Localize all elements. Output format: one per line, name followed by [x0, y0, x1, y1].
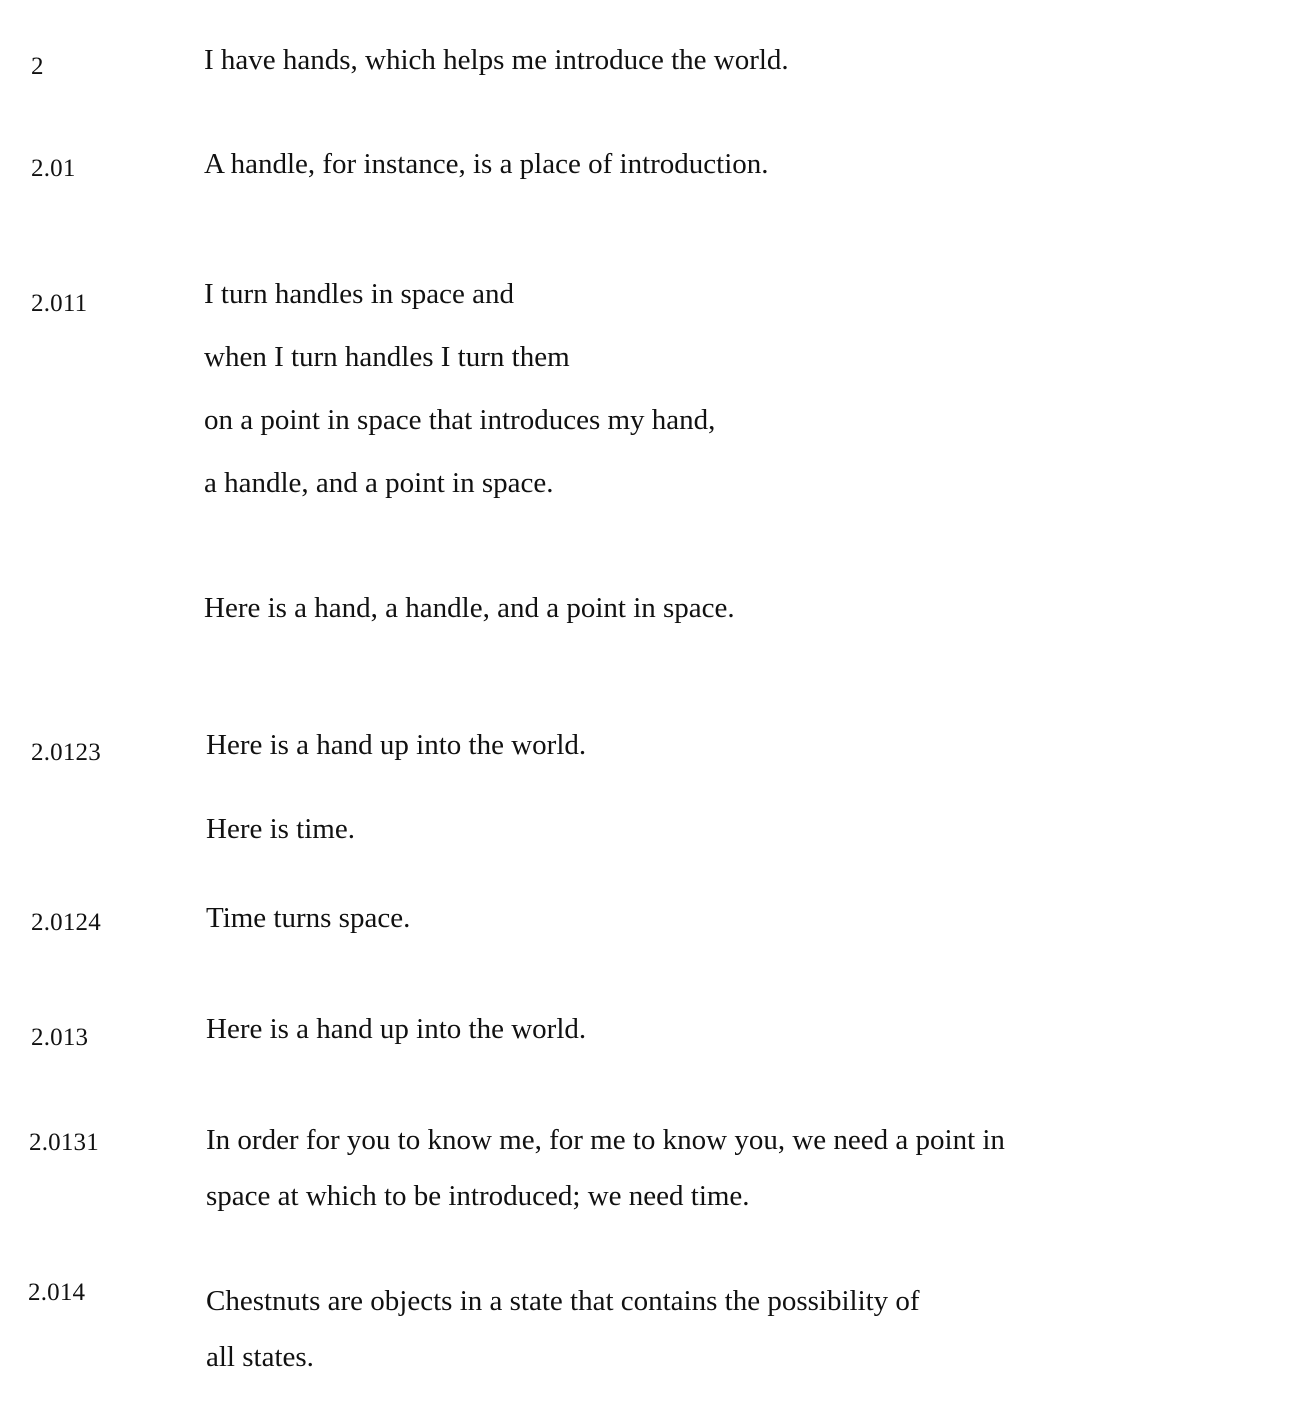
- proposition-text: Time turns space.: [206, 902, 411, 934]
- proposition-number: 2.013: [31, 1024, 89, 1051]
- proposition-text: Here is a hand up into the world.: [206, 1013, 587, 1045]
- proposition-text: A handle, for instance, is a place of introduction.: [204, 148, 769, 180]
- proposition-text: I turn handles in space and: [204, 278, 515, 310]
- proposition-text: space at which to be introduced; we need time.: [206, 1180, 750, 1212]
- proposition-number: 2.0131: [29, 1129, 99, 1156]
- proposition-text: when I turn handles I turn them: [204, 341, 570, 373]
- proposition-number: 2.0124: [31, 909, 101, 936]
- proposition-text: Here is a hand, a handle, and a point in space.: [204, 592, 735, 624]
- proposition-text: Chestnuts are objects in a state that contains the possibility of: [206, 1285, 920, 1317]
- proposition-number: 2.0123: [31, 739, 101, 766]
- proposition-number: 2.01: [31, 155, 76, 182]
- proposition-number: 2.014: [28, 1279, 86, 1306]
- proposition-text: a handle, and a point in space.: [204, 467, 554, 499]
- proposition-text: Here is a hand up into the world.: [206, 729, 587, 761]
- proposition-number: 2: [31, 53, 44, 80]
- proposition-text: In order for you to know me, for me to know you, we need a point in: [206, 1124, 1005, 1156]
- proposition-text: I have hands, which helps me introduce the world.: [204, 44, 789, 76]
- proposition-text: on a point in space that introduces my hand,: [204, 404, 716, 436]
- proposition-text: Here is time.: [206, 813, 355, 845]
- proposition-text: all states.: [206, 1341, 314, 1373]
- proposition-number: 2.011: [31, 290, 88, 317]
